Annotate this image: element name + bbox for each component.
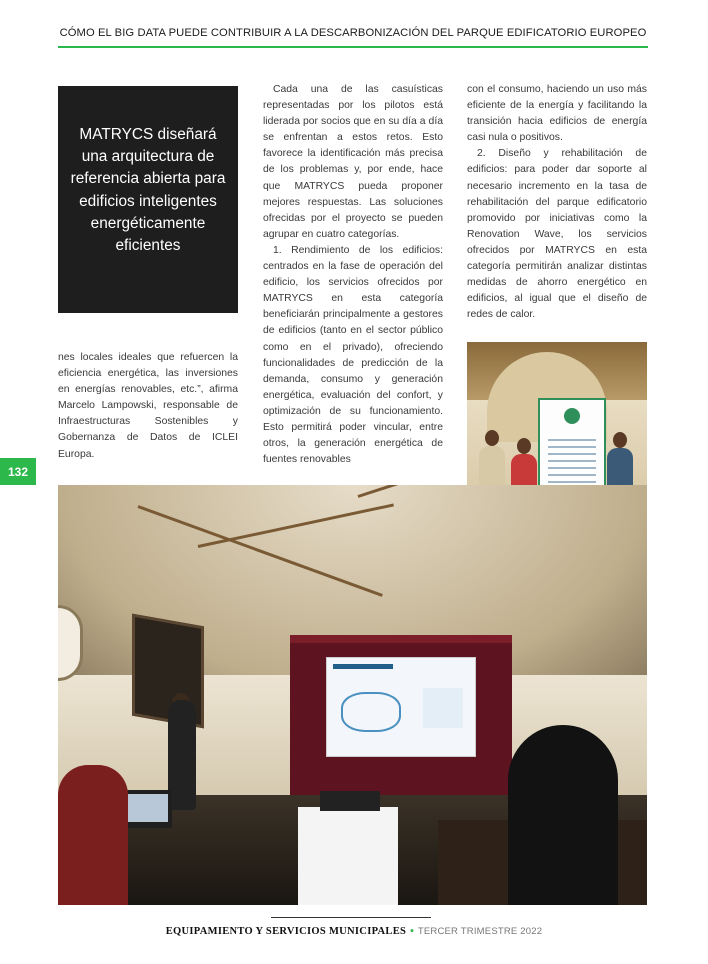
slide-title-bar [333, 664, 393, 669]
speaker [168, 700, 196, 810]
column-middle [263, 82, 443, 468]
person-head [485, 430, 499, 446]
audience-member [58, 765, 128, 905]
paragraph: 2. Diseño y rehabilitación de edificios: para poder dar soporte al necesario incremento en la tasa de rehabilitación del parque edificatorio promovido por iniciativas como la Renovation Wave, los servicios ofrecidos por MATRYCS en esta categoría permitirán analizar distintas medidas de ahorro energético en edificios, al igual que el diseño de redes de calor. [467, 148, 647, 321]
photo-conference [58, 485, 647, 905]
page-number: 132 [0, 458, 36, 485]
footer-divider [271, 917, 431, 918]
header-divider [58, 46, 648, 48]
person-head [613, 432, 627, 448]
projection-screen [326, 657, 476, 757]
paragraph: 1. Rendimiento de los edificios: centrados en la fase de operación del edificio, los servicios ofrecidos por MATRYCS en esta categoría beneficiarán principalmente a gestores de edificios (tanto en el sector público como en el privado), ofreciendo funcionalidades de predicción de la demanda, consumo y generación energética, evaluación del confort, y optimización de su funcionamiento. Esto permitirá poder vincular, entre otros, la generación energética de fuentes renovables [263, 244, 443, 466]
projector [320, 791, 380, 811]
paragraph: con el consumo, haciendo un uso más eficiente de la energía y facilitando la transición hacia edificios de energía casi nula o positivos. [467, 84, 647, 144]
pullquote [58, 86, 238, 313]
slide-diagram [341, 692, 401, 732]
column-left [58, 350, 238, 463]
paragraph: nes locales ideales que refuercen la eficiencia energética, las inversiones en energías renovables, etc.”, afirma Marcelo Lampowski, responsable de Infraestructuras Sostenibles y Gobernanza de Datos de ICLEI Europa. [58, 352, 238, 460]
projector-table [298, 807, 398, 905]
footer-issue: TERCER TRIMESTRE 2022 [417, 926, 543, 937]
column-right [467, 82, 647, 323]
footer [0, 925, 708, 937]
banner-logo-icon [564, 408, 580, 424]
footer-publication: EQUIPAMIENTO Y SERVICIOS MUNICIPALES [165, 926, 407, 937]
pullquote-text: MATRYCS diseñará una arquitectura de referencia abierta para edificios inteligentes energéticamente eficientes [70, 126, 226, 255]
audience-member [508, 725, 618, 905]
footer-separator: • [410, 925, 414, 937]
person-head [517, 438, 531, 454]
slide-box [423, 688, 463, 728]
paragraph: Cada una de las casuísticas representadas por los pilotos está liderada por socios que en su día a día se enfrentan a estos retos. Esto favorece la identificación más precisa de los problemas y, por ende, hace que MATRYCS pueda proponer mejores respuestas. Las soluciones ofrecidas por el proyecto se pueden agrupar en cuatro categorías. [263, 84, 443, 240]
running-header: CÓMO EL BIG DATA PUEDE CONTRIBUIR A LA DESCARBONIZACIÓN DEL PARQUE EDIFICATORIO EUROPEO [59, 27, 647, 39]
